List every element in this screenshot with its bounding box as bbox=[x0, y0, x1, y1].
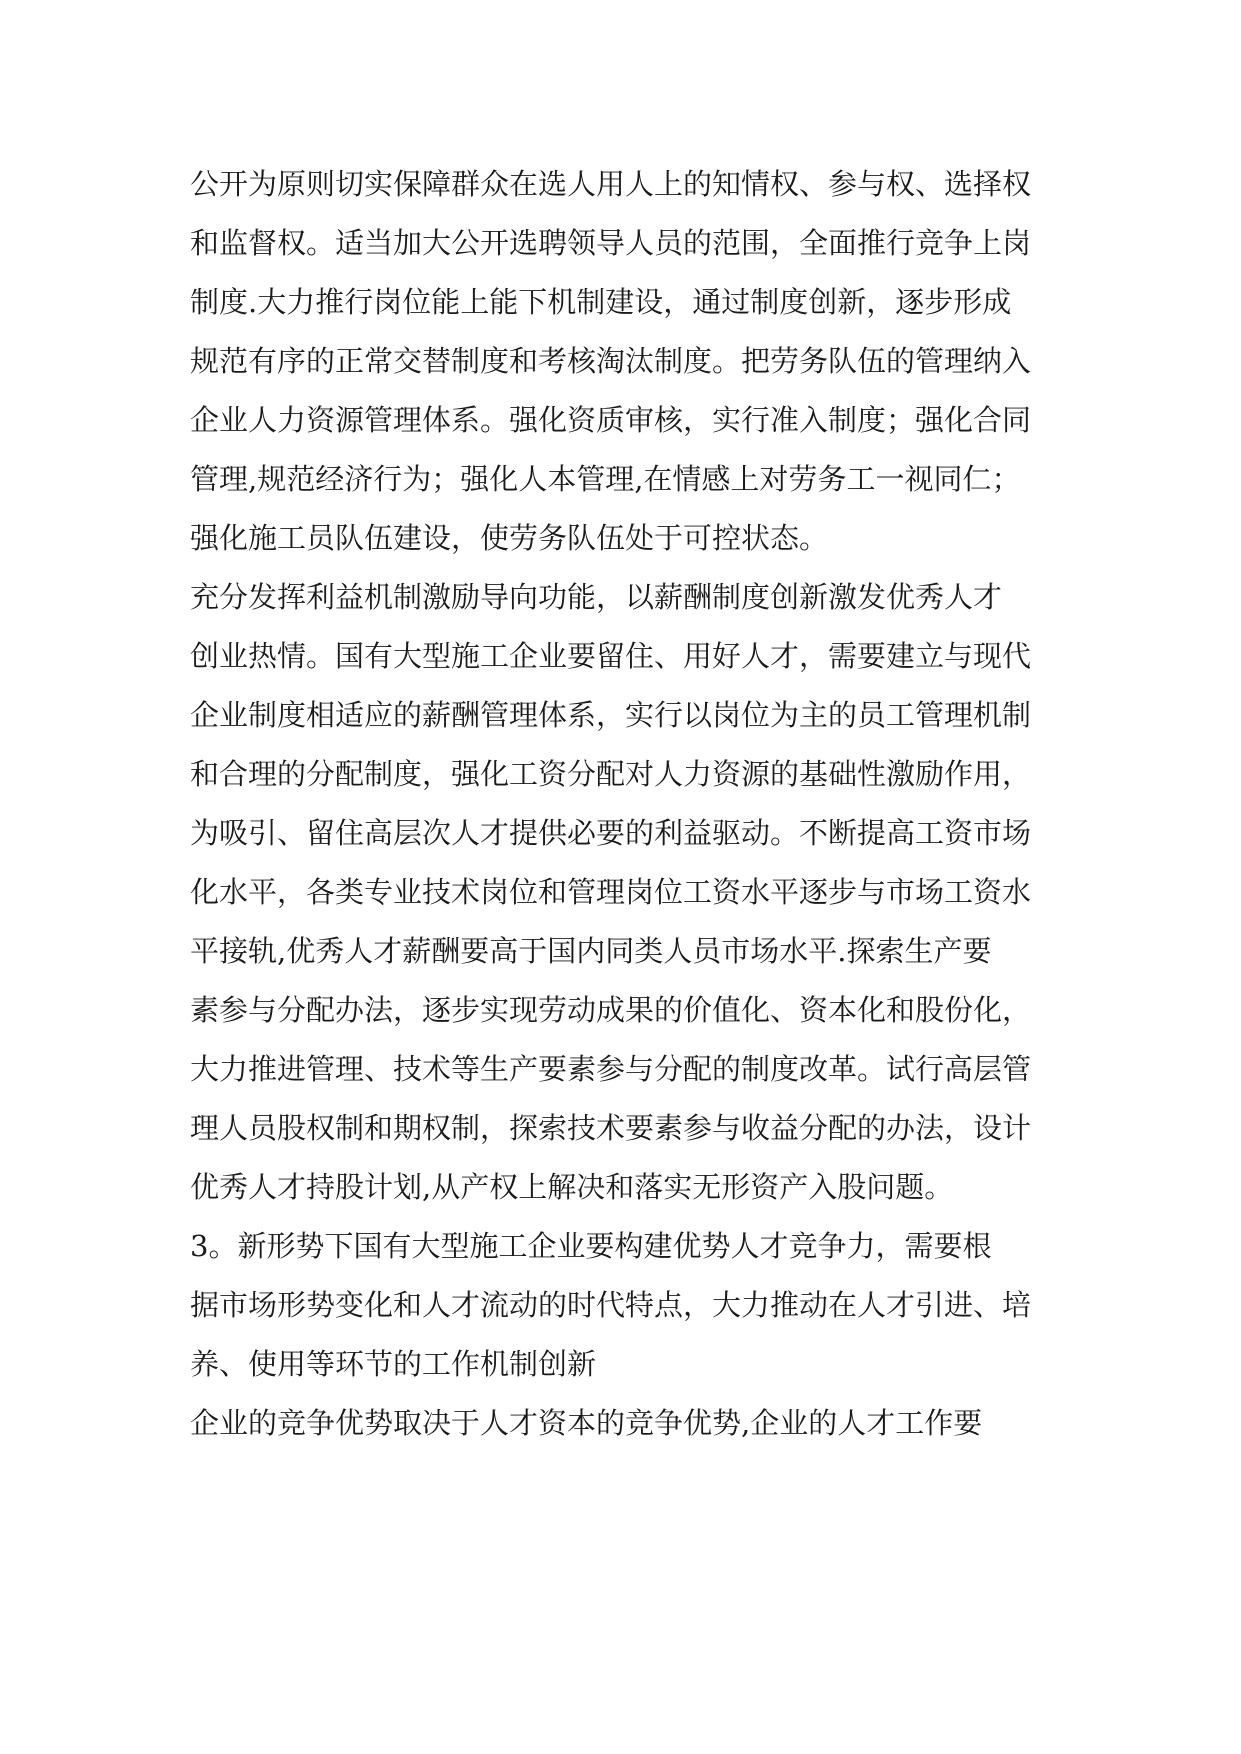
paragraph-2 bbox=[190, 568, 1050, 1217]
text-line: 为吸引、留住高层次人才提供必要的利益驱动。不断提高工资市场 bbox=[190, 816, 1032, 850]
text-line: 据市场形势变化和人才流动的时代特点，大力推动在人才引进、培 bbox=[190, 1288, 1032, 1322]
text-line: 企业的竞争优势取决于人才资本的竞争优势,企业的人才工作要 bbox=[190, 1406, 983, 1440]
text-line: 素参与分配办法，逐步实现劳动成果的价值化、资本化和股份化， bbox=[190, 993, 1032, 1027]
text-line: 公开为原则切实保障群众在选人用人上的知情权、参与权、选择权 bbox=[190, 167, 1032, 201]
text-line: 养、使用等环节的工作机制创新 bbox=[190, 1347, 597, 1381]
body-text bbox=[190, 155, 1050, 1453]
text-line: 理人员股权制和期权制，探索技术要素参与收益分配的办法，设计 bbox=[190, 1111, 1032, 1145]
text-line: 制度.大力推行岗位能上能下机制建设，通过制度创新，逐步形成 bbox=[190, 285, 1012, 319]
text-line: 化水平，各类专业技术岗位和管理岗位工资水平逐步与市场工资水 bbox=[190, 875, 1032, 909]
text-line: 规范有序的正常交替制度和考核淘汰制度。把劳务队伍的管理纳入 bbox=[190, 344, 1032, 378]
text-line: 和合理的分配制度，强化工资分配对人力资源的基础性激励作用， bbox=[190, 757, 1032, 791]
text-line: 平接轨,优秀人才薪酬要高于国内同类人员市场水平.探索生产要 bbox=[190, 934, 992, 968]
text-line: 管理,规范经济行为；强化人本管理,在情感上对劳务工一视同仁； bbox=[190, 462, 1021, 496]
text-line: 优秀人才持股计划,从产权上解决和落实无形资产入股问题。 bbox=[190, 1170, 954, 1204]
text-line: 企业制度相适应的薪酬管理体系，实行以岗位为主的员工管理机制 bbox=[190, 698, 1032, 732]
text-line: 充分发挥利益机制激励导向功能，以薪酬制度创新激发优秀人才 bbox=[190, 580, 1003, 614]
text-line: 强化施工员队伍建设，使劳务队伍处于可控状态。 bbox=[190, 521, 829, 555]
text-line: 大力推进管理、技术等生产要素参与分配的制度改革。试行高层管 bbox=[190, 1052, 1032, 1086]
paragraph-4 bbox=[190, 1394, 1050, 1453]
text-line: 企业人力资源管理体系。强化资质审核，实行准入制度；强化合同 bbox=[190, 403, 1032, 437]
text-line: 3。新形势下国有大型施工企业要构建优势人才竞争力，需要根 bbox=[190, 1229, 992, 1263]
text-line: 和监督权。适当加大公开选聘领导人员的范围，全面推行竞争上岗 bbox=[190, 226, 1032, 260]
paragraph-1 bbox=[190, 155, 1050, 568]
paragraph-3 bbox=[190, 1217, 1050, 1394]
text-line: 创业热情。国有大型施工企业要留住、用好人才，需要建立与现代 bbox=[190, 639, 1032, 673]
